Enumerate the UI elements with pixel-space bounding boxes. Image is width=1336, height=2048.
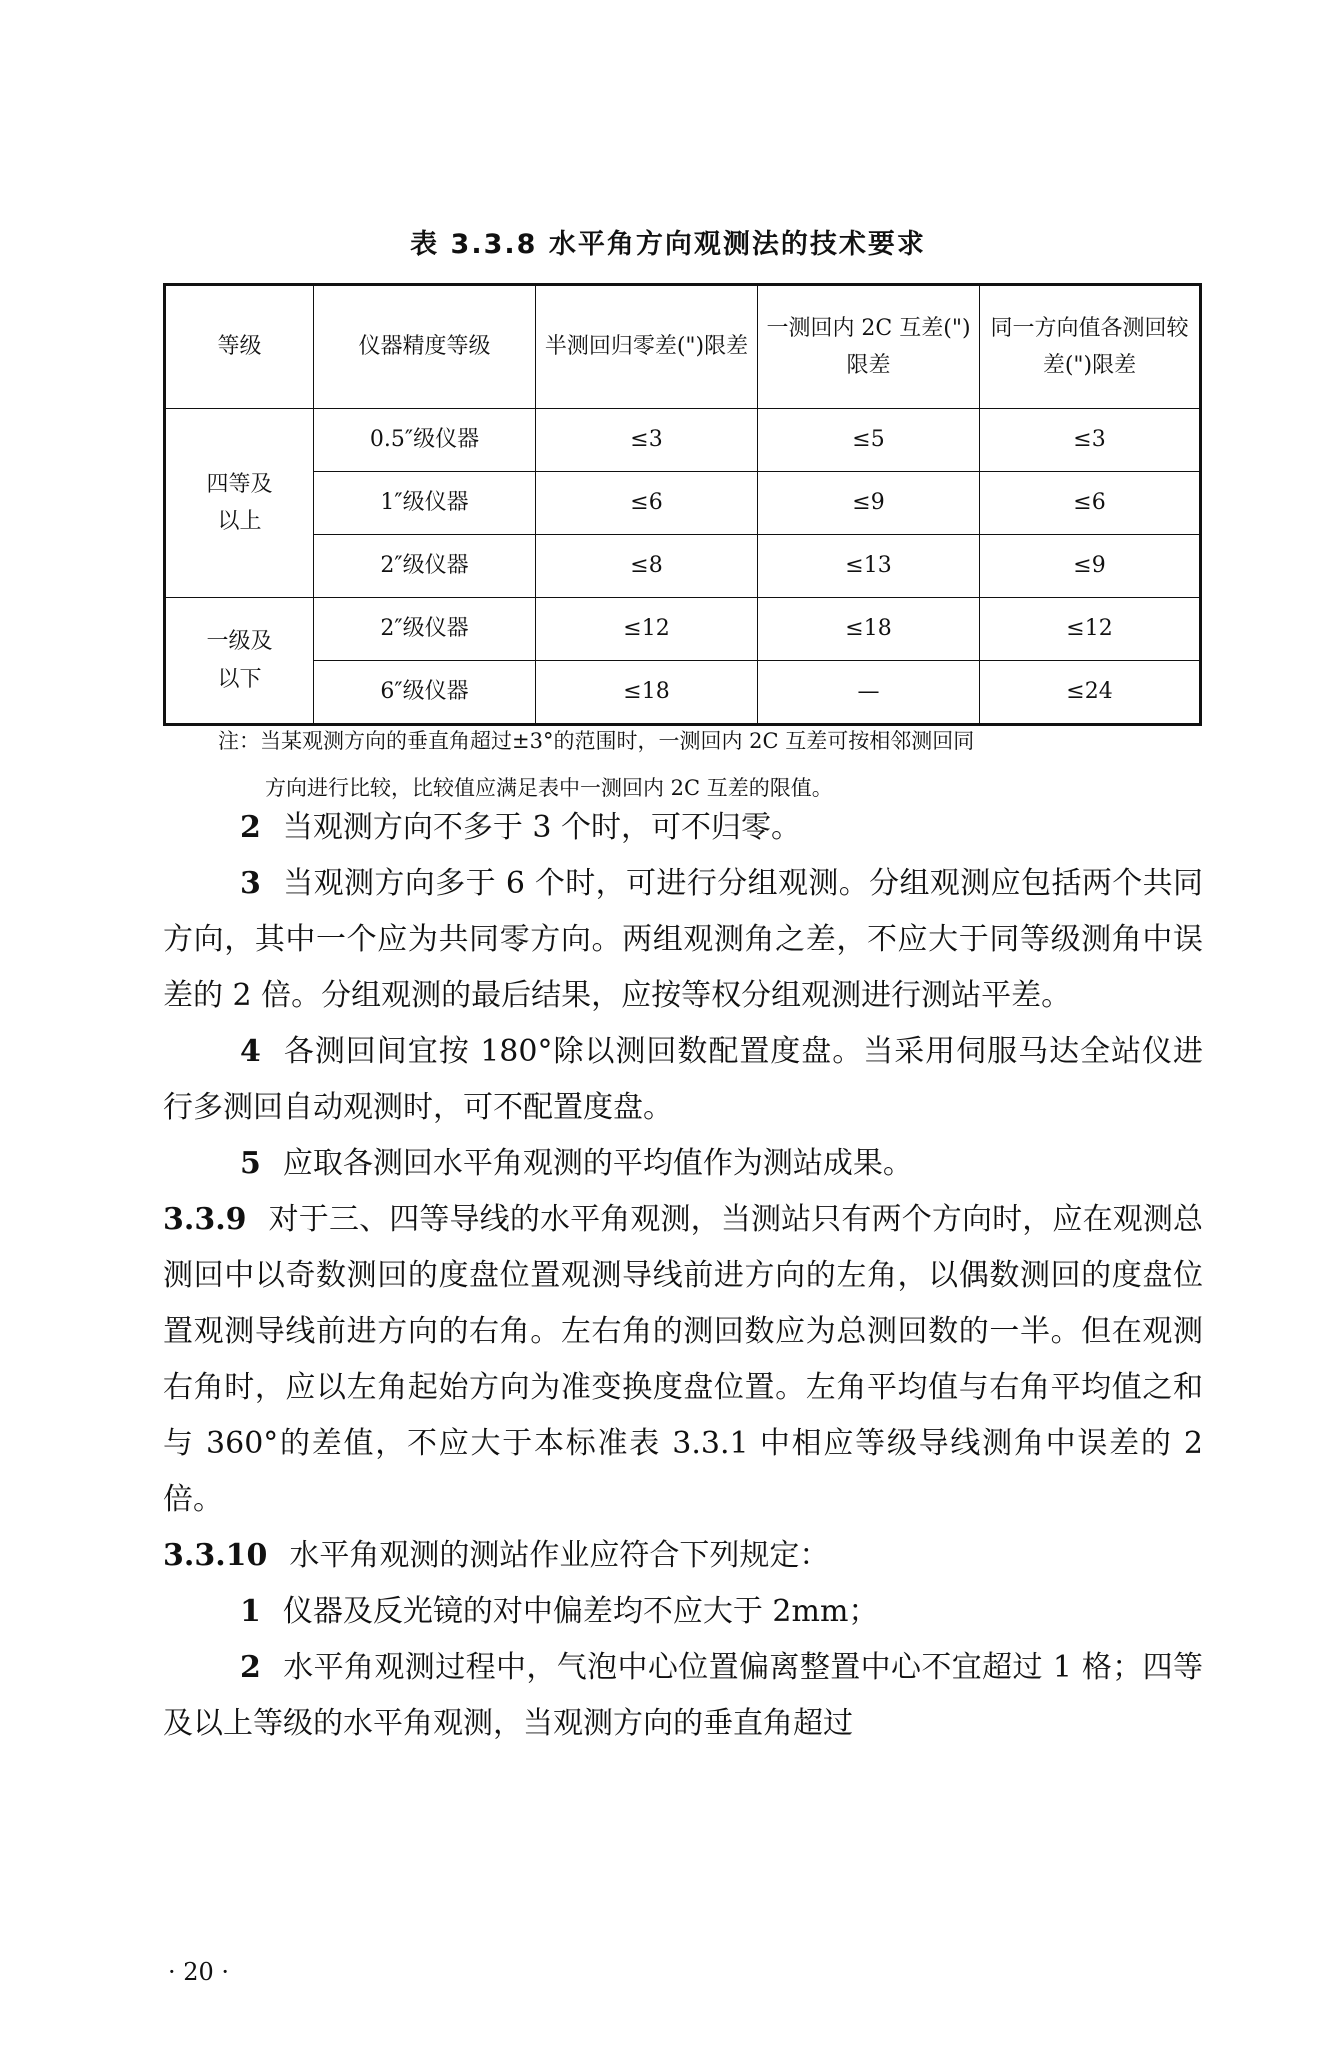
table-note-line: 方向进行比较，比较值应满足表中一测回内 2C 互差的限值。 — [265, 776, 833, 800]
list-item — [163, 856, 1203, 1024]
list-item — [163, 1640, 1203, 1752]
page-number: · 20 · — [168, 1958, 230, 1986]
table-cell: ≤9 — [980, 535, 1201, 598]
table-cell: ≤9 — [758, 472, 980, 535]
item-text: 各测回间宜按 180°除以测回数配置度盘。当采用伺服马达全站仪进行多测回自动观测时，可不配置度盘。 — [163, 1034, 1203, 1125]
table-header-row — [165, 285, 1201, 409]
item-number: 5 — [240, 1146, 261, 1181]
grade-cell: 一级及以下 — [165, 598, 314, 725]
table-note — [218, 718, 1208, 812]
table-cell: 0.5″级仪器 — [314, 409, 536, 472]
table-cell: ≤18 — [536, 661, 758, 725]
table-cell: ≤5 — [758, 409, 980, 472]
list-item — [163, 1136, 1203, 1192]
table-cell: ≤6 — [536, 472, 758, 535]
table-row — [165, 661, 1201, 725]
body-text — [163, 800, 1203, 1752]
table-cell: 2″级仪器 — [314, 598, 536, 661]
table-cell: ≤3 — [536, 409, 758, 472]
section-text: 水平角观测的测站作业应符合下列规定： — [289, 1538, 830, 1573]
table-cell: ≤6 — [980, 472, 1201, 535]
table-cell: ≤12 — [536, 598, 758, 661]
section-number: 3.3.10 — [163, 1538, 268, 1573]
table-row — [165, 535, 1201, 598]
list-item — [163, 1024, 1203, 1136]
list-item — [163, 1584, 1203, 1640]
table-row — [165, 409, 1201, 472]
section-3-3-9 — [163, 1192, 1203, 1528]
table-cell: ≤8 — [536, 535, 758, 598]
header-half-round-closure: 半测回归零差(")限差 — [536, 285, 758, 409]
list-item — [163, 800, 1203, 856]
section-3-3-10 — [163, 1528, 1203, 1584]
section-text: 对于三、四等导线的水平角观测，当测站只有两个方向时，应在观测总测回中以奇数测回的度盘位置观测导线前进方向的左角，以偶数测回的度盘位置观测导线前进方向的右角。左右角的测回数应为总测回数的一半。但在观测右角时，应以左角起始方向为准变换度盘位置。左角平均值与右角平均值之和与 360°的差值，不应大于本标准表 3.3.1 中相应等级导线测角中误差的 2 倍。 — [163, 1202, 1203, 1517]
table-cell: 6″级仪器 — [314, 661, 536, 725]
table-cell: 1″级仪器 — [314, 472, 536, 535]
item-number: 3 — [240, 866, 261, 901]
table-cell: ≤18 — [758, 598, 980, 661]
item-text: 应取各测回水平角观测的平均值作为测站成果。 — [282, 1146, 913, 1181]
table-cell: ≤3 — [980, 409, 1201, 472]
table-cell: ≤24 — [980, 661, 1201, 725]
table-cell: ≤13 — [758, 535, 980, 598]
table-row — [165, 472, 1201, 535]
item-number: 4 — [240, 1034, 261, 1069]
item-text: 仪器及反光镜的对中偏差均不应大于 2mm； — [282, 1594, 879, 1629]
header-instrument-precision: 仪器精度等级 — [314, 285, 536, 409]
header-2c-difference: 一测回内 2C 互差(")限差 — [758, 285, 980, 409]
grade-cell: 四等及以上 — [165, 409, 314, 598]
item-text: 当观测方向不多于 3 个时，可不归零。 — [282, 810, 802, 845]
table-note-line: 注：当某观测方向的垂直角超过±3°的范围时，一测回内 2C 互差可按相邻测回同 — [218, 729, 975, 753]
technical-requirements-table — [163, 283, 1202, 726]
item-number: 1 — [240, 1594, 261, 1629]
item-text: 当观测方向多于 6 个时，可进行分组观测。分组观测应包括两个共同方向，其中一个应为共同零方向。两组观测角之差，不应大于同等级测角中误差的 2 倍。分组观测的最后结果，应按等权分组观测进行测站平差。 — [163, 866, 1203, 1013]
table-row — [165, 598, 1201, 661]
table-cell: ≤12 — [980, 598, 1201, 661]
header-direction-value-difference: 同一方向值各测回较差(")限差 — [980, 285, 1201, 409]
header-grade: 等级 — [165, 285, 314, 409]
table-cell: — — [758, 661, 980, 725]
section-number: 3.3.9 — [163, 1202, 247, 1237]
table-cell: 2″级仪器 — [314, 535, 536, 598]
item-text: 水平角观测过程中，气泡中心位置偏离整置中心不宜超过 1 格；四等及以上等级的水平角观测，当观测方向的垂直角超过 — [163, 1650, 1203, 1741]
item-number: 2 — [240, 810, 261, 845]
table-title: 表 3.3.8 水平角方向观测法的技术要求 — [410, 229, 926, 260]
item-number: 2 — [240, 1650, 261, 1685]
